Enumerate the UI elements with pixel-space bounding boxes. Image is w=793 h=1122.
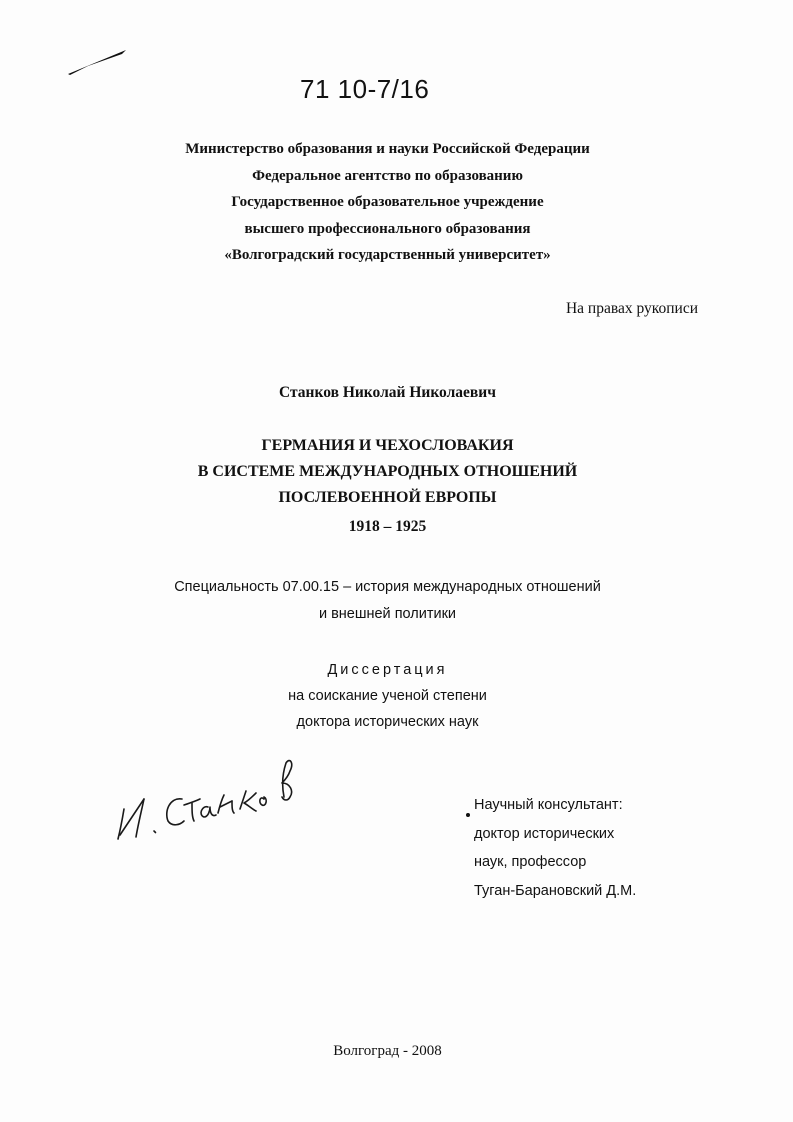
ministry-line: Государственное образовательное учреждение [231, 194, 544, 210]
ministry-header [0, 136, 775, 269]
ministry-line: Министерство образования и науки Российской Федерации [185, 141, 590, 157]
specialty-line: и внешней политики [318, 606, 457, 622]
scientific-consultant [474, 791, 636, 905]
dissertation-title [0, 433, 775, 511]
title-line: ГЕРМАНИЯ И ЧЕХОСЛОВАКИЯ [261, 437, 514, 454]
city-year: Волгоград - 2008 [333, 1043, 442, 1059]
specialty [0, 574, 775, 628]
degree-line: доктора исторических наук [296, 714, 479, 730]
bullet-mark [466, 813, 470, 817]
consultant-line: Научный консультант: [474, 797, 623, 813]
consultant-line: Туган-Барановский Д.М. [474, 882, 637, 899]
dissertation-word: Диссертация [327, 662, 448, 678]
ministry-line: Федеральное агентство по образованию [252, 167, 523, 184]
scan-mark-icon [66, 48, 128, 76]
handwritten-signature [110, 755, 310, 855]
consultant-line: наук, профессор [474, 854, 587, 870]
dissertation-block [0, 657, 775, 735]
author-name: Станков Николай Николаевич [279, 384, 496, 401]
consultant-line: доктор исторических [474, 825, 615, 842]
ministry-line: «Волгоградский государственный университет» [224, 247, 551, 263]
title-years: 1918 – 1925 [348, 518, 427, 535]
specialty-line: Специальность 07.00.15 – история международных отношений [174, 579, 601, 595]
degree-line: на соискание ученой степени [288, 688, 487, 704]
title-line: В СИСТЕМЕ МЕЖДУНАРОДНЫХ ОТНОШЕНИЙ [197, 463, 578, 480]
archive-code: 71 10-7/16 [300, 74, 430, 104]
rights-note: На правах рукописи [565, 300, 698, 317]
ministry-line: высшего профессионального образования [244, 220, 531, 237]
title-line: ПОСЛЕВОЕННОЙ ЕВРОПЫ [278, 489, 497, 506]
